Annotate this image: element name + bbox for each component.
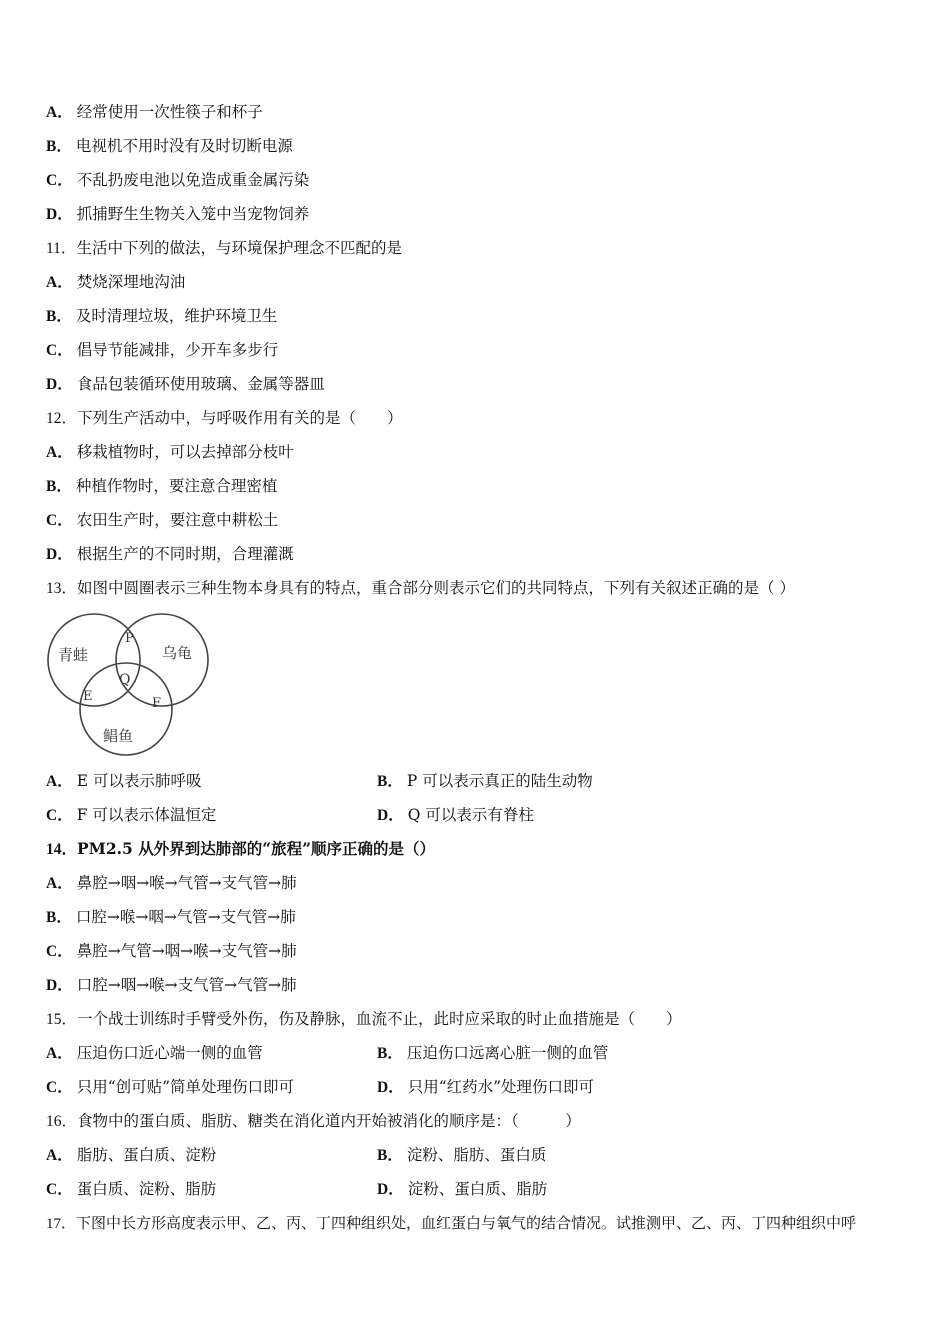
q17-stem: [46, 1213, 856, 1234]
option-label: A．: [46, 875, 73, 892]
region-e-label: E: [83, 689, 93, 704]
option-text: 淀粉、脂肪、蛋白质: [406, 1146, 547, 1164]
q15-option-d: [377, 1077, 594, 1098]
q13-option-c: [46, 805, 216, 826]
option-label: D．: [46, 546, 73, 563]
q11-stem: [46, 238, 402, 259]
option-label: C．: [46, 172, 73, 189]
question-text: 食物中的蛋白质、脂肪、糖类在消化道内开始被消化的顺序是：（ ）: [77, 1112, 581, 1130]
q16-option-d: [377, 1179, 547, 1200]
q13-option-a: [46, 771, 201, 792]
region-p-label: P: [125, 631, 134, 646]
option-text: 种植作物时，要注意合理密植: [75, 477, 278, 495]
option-text: 抓捕野生生物关入笼中当宠物饲养: [76, 205, 310, 223]
option-text: 焚烧深埋地沟油: [76, 273, 186, 291]
q15-option-c: [46, 1077, 294, 1098]
venn-diagram: [44, 612, 216, 758]
q12-option-a: [46, 442, 294, 463]
question-number: 12．: [46, 410, 78, 427]
option-label: A．: [46, 1147, 73, 1164]
q14-stem: [46, 839, 435, 860]
region-f-label: F: [152, 696, 162, 711]
q14-option-c: [46, 941, 297, 962]
question-number: 14．: [46, 841, 78, 858]
question-number: 15．: [46, 1011, 78, 1028]
option-text: 鼻腔→气管→咽→喉→支气管→肺: [76, 942, 297, 960]
q14-option-a: [46, 873, 297, 894]
option-text: 电视机不用时没有及时切断电源: [75, 137, 293, 155]
q16-stem: [46, 1111, 581, 1132]
q10-option-a: [46, 102, 263, 123]
option-label: D．: [377, 807, 404, 824]
option-label: B．: [377, 1147, 403, 1164]
option-text: 根据生产的不同时期，合理灌溉: [76, 545, 294, 563]
question-number: 11．: [46, 240, 77, 257]
option-label: A．: [46, 444, 73, 461]
option-text: 口腔→喉→咽→气管→支气管→肺: [75, 908, 296, 926]
option-text: F 可以表示体温恒定: [76, 806, 217, 824]
question-text: 下图中长方形高度表示甲、乙、丙、丁四种组织处，血红蛋白与氧气的结合情况。试推测甲、乙、丙、丁四种组织中呼: [76, 1214, 857, 1232]
option-text: P 可以表示真正的陆生动物: [406, 772, 593, 790]
option-text: 农田生产时，要注意中耕松土: [76, 511, 279, 529]
option-text: 淀粉、蛋白质、脂肪: [407, 1180, 548, 1198]
option-label: D．: [46, 977, 73, 994]
q11-option-a: [46, 272, 185, 293]
option-label: A．: [46, 104, 73, 121]
q14-option-b: [46, 907, 296, 928]
q13-stem: [46, 578, 795, 599]
option-text: 只用“红药水”处理伤口即可: [407, 1078, 595, 1096]
option-text: E 可以表示肺呼吸: [76, 772, 202, 790]
q12-stem: [46, 408, 403, 429]
option-text: Q 可以表示有脊柱: [407, 806, 534, 824]
q10-option-d: [46, 204, 309, 225]
option-label: B．: [46, 478, 72, 495]
option-label: C．: [46, 1181, 73, 1198]
q15-stem: [46, 1009, 682, 1030]
option-text: 食品包装循环使用玻璃、金属等器皿: [76, 375, 325, 393]
option-label: B．: [46, 909, 72, 926]
question-text: 如图中圆圈表示三种生物本身具有的特点，重合部分则表示它们的共同特点，下列有关叙述正确的是（ ）: [77, 579, 795, 597]
option-text: 倡导节能减排，少开车多步行: [76, 341, 279, 359]
option-label: C．: [46, 1079, 73, 1096]
q12-option-b: [46, 476, 277, 497]
option-text: 不乱扔废电池以免造成重金属污染: [76, 171, 310, 189]
option-label: D．: [377, 1079, 404, 1096]
question-text: 下列生产活动中，与呼吸作用有关的是（ ）: [77, 409, 403, 427]
option-label: B．: [46, 138, 72, 155]
turtle-label: 乌龟: [162, 644, 193, 662]
q16-option-a: [46, 1145, 216, 1166]
option-label: C．: [46, 342, 73, 359]
option-label: D．: [377, 1181, 404, 1198]
q15-option-b: [377, 1043, 608, 1064]
option-label: C．: [46, 512, 73, 529]
option-label: C．: [46, 807, 73, 824]
q12-option-c: [46, 510, 278, 531]
option-text: 口腔→咽→喉→支气管→气管→肺: [76, 976, 297, 994]
option-text: 移栽植物时，可以去掉部分枝叶: [76, 443, 294, 461]
option-label: D．: [46, 376, 73, 393]
option-label: A．: [46, 1045, 73, 1062]
option-label: C．: [46, 943, 73, 960]
q13-option-d: [377, 805, 534, 826]
option-text: 脂肪、蛋白质、淀粉: [76, 1146, 217, 1164]
q16-option-c: [46, 1179, 216, 1200]
option-text: 只用“创可贴”简单处理伤口即可: [76, 1078, 295, 1096]
q12-option-d: [46, 544, 294, 565]
q11-option-c: [46, 340, 278, 361]
option-label: B．: [377, 1045, 403, 1062]
question-number: 16．: [46, 1113, 78, 1130]
option-label: A．: [46, 274, 73, 291]
option-text: 蛋白质、淀粉、脂肪: [76, 1180, 217, 1198]
option-text: 及时清理垃圾，维护环境卫生: [75, 307, 278, 325]
option-label: D．: [46, 206, 73, 223]
question-number: 13．: [46, 580, 78, 597]
q13-option-b: [377, 771, 593, 792]
frog-label: 青蛙: [58, 646, 89, 664]
question-number: 17．: [46, 1216, 77, 1232]
option-text: 压迫伤口近心端一侧的血管: [76, 1044, 263, 1062]
q15-option-a: [46, 1043, 263, 1064]
question-text: PM2.5 从外界到达肺部的“旅程”顺序正确的是（）: [77, 839, 436, 858]
q16-option-b: [377, 1145, 546, 1166]
option-label: B．: [377, 773, 403, 790]
option-text: 压迫伤口远离心脏一侧的血管: [406, 1044, 609, 1062]
fish-label: 鲳鱼: [103, 727, 134, 745]
q10-option-b: [46, 136, 293, 157]
option-text: 鼻腔→咽→喉→气管→支气管→肺: [76, 874, 297, 892]
q11-option-b: [46, 306, 277, 327]
q11-option-d: [46, 374, 325, 395]
option-text: 经常使用一次性筷子和杯子: [76, 103, 263, 121]
option-label: A．: [46, 773, 73, 790]
question-text: 一个战士训练时手臂受外伤，伤及静脉，血流不止，此时应采取的时止血措施是（ ）: [77, 1010, 682, 1028]
option-label: B．: [46, 308, 72, 325]
region-q-label: Q: [119, 672, 131, 688]
q14-option-d: [46, 975, 297, 996]
q10-option-c: [46, 170, 309, 191]
question-text: 生活中下列的做法，与环境保护理念不匹配的是: [76, 239, 402, 257]
